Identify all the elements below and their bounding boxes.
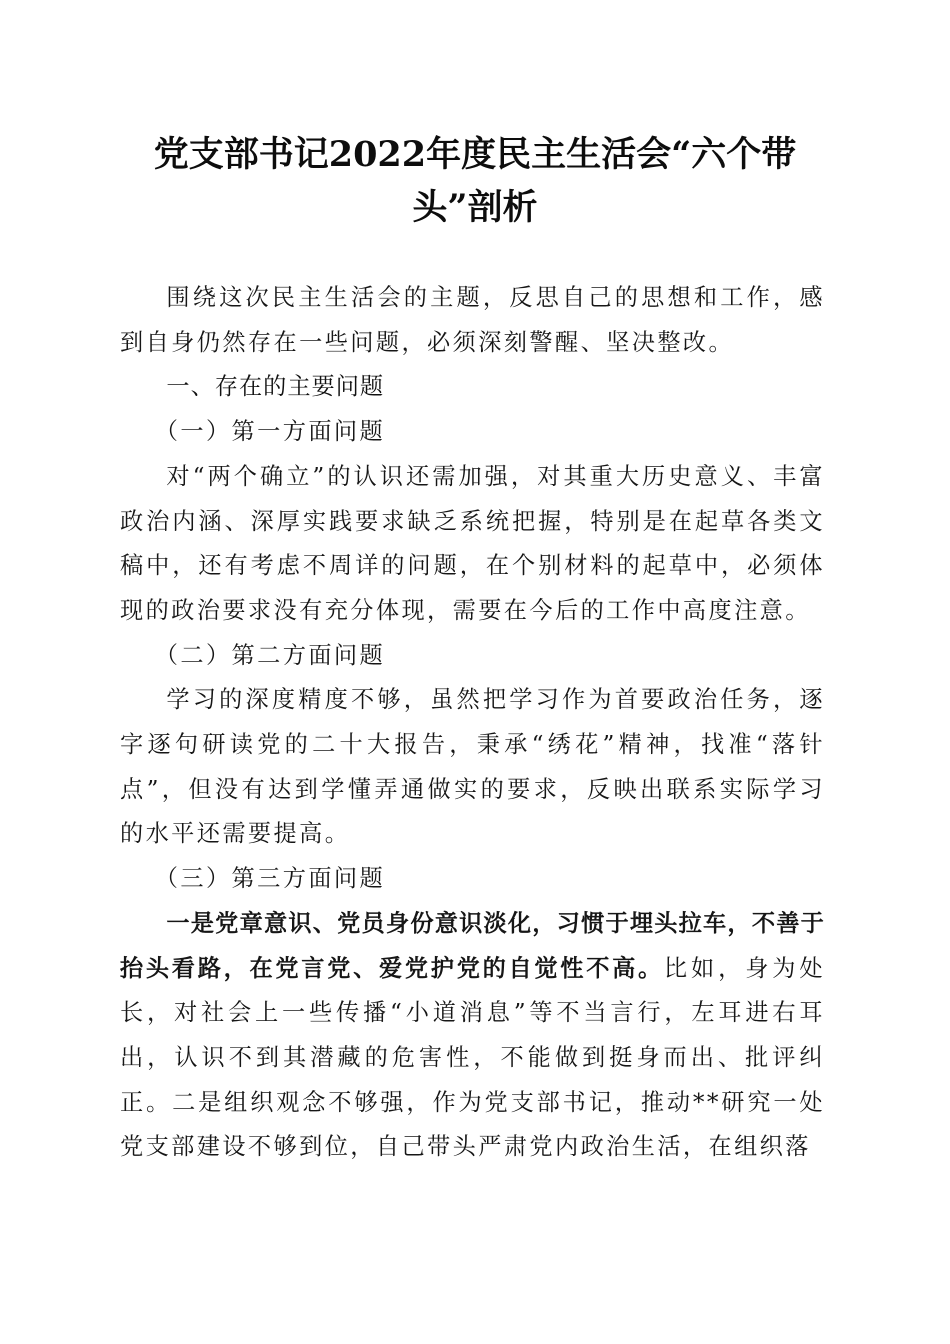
intro-paragraph: 围绕这次民主生活会的主题，反思自己的思想和工作，感到自身仍然存在一些问题，必须深刻警醒、坚决整改。 [120, 284, 825, 356]
section-heading: 一、存在的主要问题 [166, 373, 385, 401]
subsection-paragraph-3 [120, 902, 825, 1170]
subsection-paragraph-1: 对“两个确立”的认识还需加强，对其重大历史意义、丰富政治内涵、深厚实践要求缺乏系统把握，特别是在起草各类文稿中，还有考虑不周详的问题，在个别材料的起草中，必须体现的政治要求没有充分体现，需要在今后的工作中高度注意。 [120, 462, 825, 624]
subsection-paragraph-2: 学习的深度精度不够，虽然把学习作为首要政治任务，逐字逐句研读党的二十大报告，秉承“绣花”精神，找准“落针点”，但没有达到学懂弄通做实的要求，反映出联系实际学习的水平还需要提高。 [120, 686, 825, 848]
bold-lead-text: 一是党章意识、党员身份意识淡化，习惯于埋头拉车，不善于抬头看路，在党言党、爱党护党的自觉性不高。 [120, 909, 825, 982]
subsection-heading-2: （二）第二方面问题 [154, 641, 386, 669]
subsection-heading-3: （三）第三方面问题 [154, 865, 386, 893]
paragraph-continuation: 比如，身为处长，对社会上一些传播“小道消息”等不当言行，左耳进右耳出，认识不到其潜藏的危害性，不能做到挺身而出、批评纠正。二是组织观念不够强，作为党支部书记，推动**研究一处党支部建设不够到位，自己带头严肃党内政治生活，在组织落 [120, 954, 825, 1161]
subsection-heading-1: （一）第一方面问题 [154, 418, 386, 446]
document-body [120, 276, 825, 1170]
document-title: 党支部书记2022年度民主生活会“六个带头”剖析 [153, 134, 797, 228]
